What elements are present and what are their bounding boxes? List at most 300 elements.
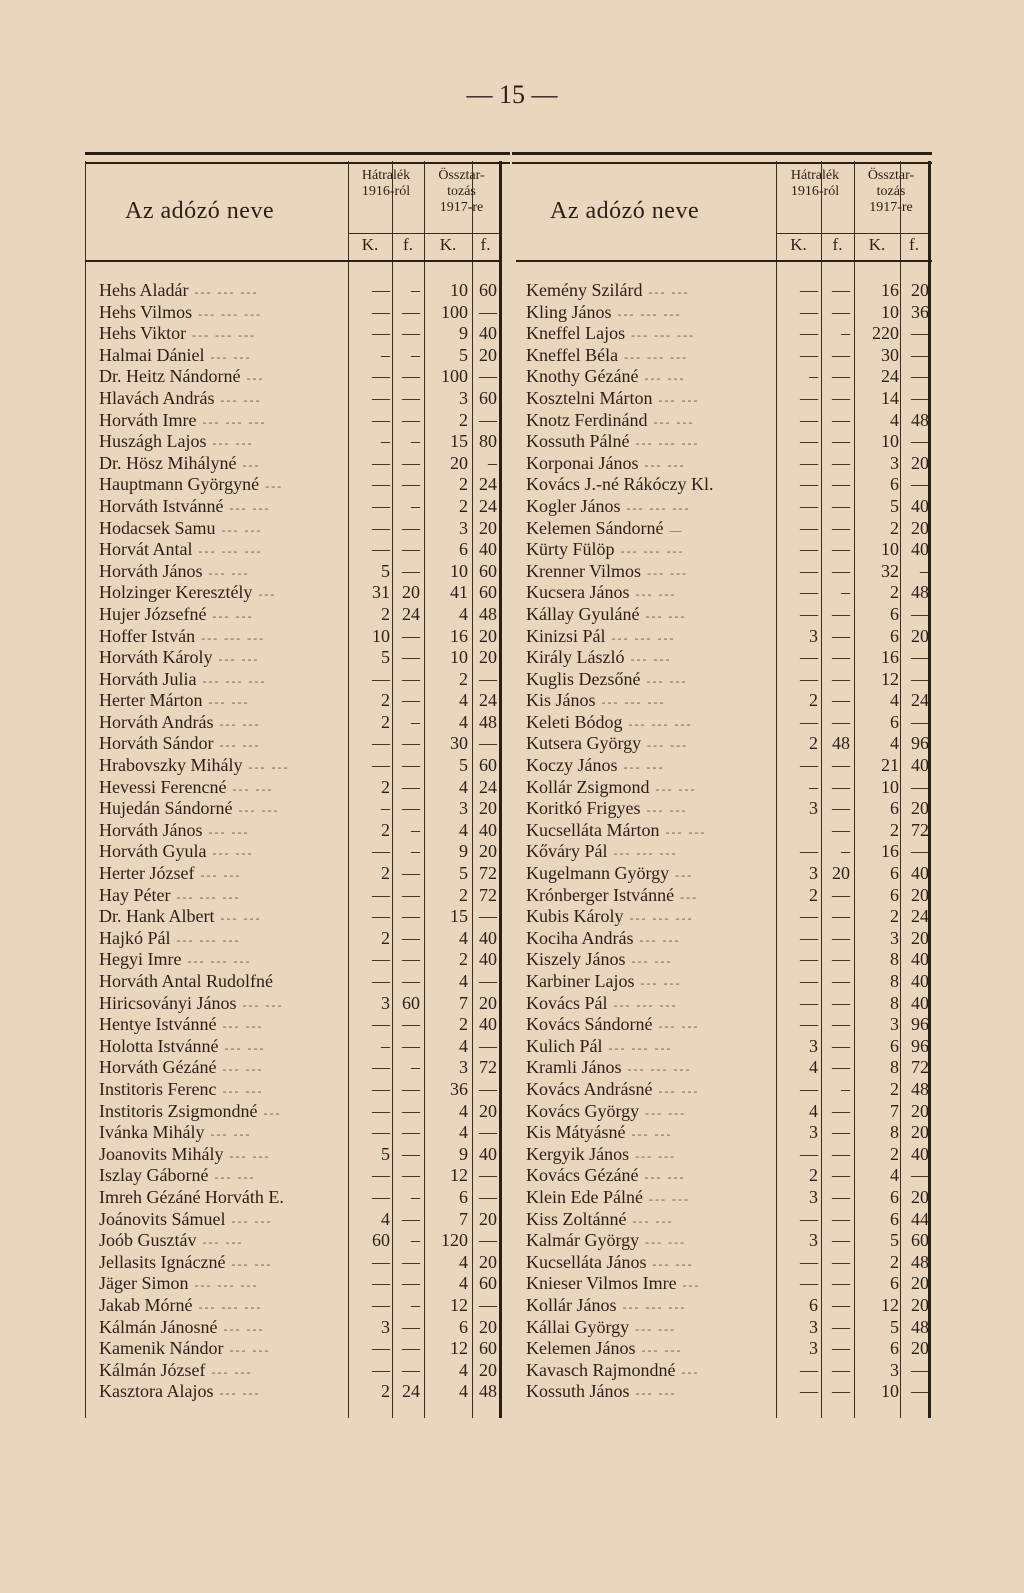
taxpayer-name xyxy=(526,1165,685,1189)
arrears-korona: — xyxy=(800,603,818,624)
total-korona: 4 xyxy=(890,1165,899,1186)
arrears-korona: — xyxy=(800,1359,818,1380)
taxpayer-name xyxy=(99,1122,251,1146)
table-row xyxy=(512,1273,932,1295)
total-filler: — xyxy=(911,668,929,689)
total-filler: — xyxy=(479,1294,497,1315)
arrears-filler: — xyxy=(402,927,420,948)
leader-dots: --- --- --- xyxy=(176,932,241,947)
arrears-filler: 20 xyxy=(402,582,420,603)
leader-dots: --- --- xyxy=(231,1213,273,1228)
leader-dots: --- --- xyxy=(632,1213,674,1228)
total-korona: 6 xyxy=(890,711,899,732)
arrears-korona: — xyxy=(372,906,390,927)
table-row xyxy=(512,431,932,453)
arrears-filler: — xyxy=(402,971,420,991)
leader-dots: --- --- xyxy=(645,1235,687,1250)
taxpayer-name-text: Joánovits Sámuel xyxy=(99,1208,226,1229)
total-column-header xyxy=(854,168,928,216)
taxpayer-name-text: Kramli János xyxy=(526,1057,622,1078)
total-korona: 16 xyxy=(881,841,899,862)
total-korona: 6 xyxy=(890,1035,899,1056)
taxpayer-name xyxy=(99,949,251,973)
total-filler: 20 xyxy=(479,647,497,668)
total-korona: 6 xyxy=(890,1338,899,1359)
total-filler: 60 xyxy=(479,560,497,581)
table-row xyxy=(85,626,510,648)
total-korona: 2 xyxy=(890,906,899,927)
total-filler: – xyxy=(920,560,929,581)
leader-dots: --- --- xyxy=(210,349,252,364)
total-korona: 7 xyxy=(459,992,468,1013)
total-filler: 48 xyxy=(479,711,497,732)
arrears-korona: — xyxy=(800,1078,818,1099)
taxpayer-name-text: Institoris Ferenc xyxy=(99,1078,217,1099)
leader-dots: --- --- xyxy=(653,414,695,429)
total-korona: 2 xyxy=(459,884,468,905)
taxpayer-name xyxy=(99,1360,252,1384)
arrears-filler: — xyxy=(402,301,420,322)
total-korona: 6 xyxy=(459,1186,468,1207)
taxpayer-name-text: Kucsera János xyxy=(526,582,630,603)
arrears-korona: — xyxy=(372,1273,390,1294)
leader-dots: --- --- xyxy=(232,781,274,796)
leader-dots: --- --- xyxy=(631,1127,673,1142)
table-row xyxy=(512,1295,932,1317)
taxpayer-name-text: Horváth Imre xyxy=(99,409,197,430)
arrears-filler: — xyxy=(832,603,850,624)
taxpayer-name-text: Knotz Ferdinánd xyxy=(526,409,648,430)
arrears-column-header xyxy=(776,168,854,200)
leader-dots: --- --- xyxy=(658,1083,700,1098)
arrears-korona: — xyxy=(372,1057,390,1078)
arrears-filler: — xyxy=(832,798,850,819)
taxpayer-name xyxy=(99,1144,270,1168)
total-korona: 10 xyxy=(450,280,468,300)
arrears-filler: — xyxy=(832,884,850,905)
leader-dots: --- --- xyxy=(208,565,250,580)
taxpayer-name xyxy=(526,1295,686,1319)
taxpayer-name-text: Kálmán József xyxy=(99,1359,206,1380)
taxpayer-name xyxy=(526,647,671,671)
table-row xyxy=(512,539,932,561)
taxpayer-name-text: Kemény Szilárd xyxy=(526,280,643,300)
taxpayer-name-text: Kiszely János xyxy=(526,949,626,970)
taxpayer-name-text: Kovács Gézáné xyxy=(526,1165,639,1186)
leader-dots: --- --- xyxy=(208,695,250,710)
arrears-korona: — xyxy=(800,517,818,538)
taxpayer-name xyxy=(526,388,699,412)
total-filler: 20 xyxy=(479,344,497,365)
taxpayer-name xyxy=(99,712,260,736)
taxpayer-name-text: Iszlay Gáborné xyxy=(99,1165,209,1186)
arrears-filler: — xyxy=(832,431,850,452)
table-row xyxy=(512,971,932,993)
taxpayer-name-text: Kiss Zoltánné xyxy=(526,1208,627,1229)
total-korona: 3 xyxy=(890,1014,899,1035)
table-row xyxy=(512,1165,932,1187)
total-korona: 12 xyxy=(450,1294,468,1315)
total-korona: 4 xyxy=(459,819,468,840)
arrears-korona: — xyxy=(372,474,390,495)
arrears-filler: — xyxy=(402,625,420,646)
taxpayer-name xyxy=(526,1122,672,1146)
total-filler: 48 xyxy=(479,1381,497,1402)
leader-dots: --- --- xyxy=(641,1343,683,1358)
arrears-korona: 2 xyxy=(381,863,390,884)
arrears-korona: — xyxy=(800,1381,818,1402)
total-filler: 24 xyxy=(911,906,929,927)
leader-dots: --- --- xyxy=(623,760,665,775)
total-filler: – xyxy=(488,452,497,473)
total-korona: 3 xyxy=(459,517,468,538)
total-filler: 60 xyxy=(479,1273,497,1294)
arrears-filler: — xyxy=(402,539,420,560)
arrears-header-line: Hátralék xyxy=(361,168,411,183)
table-row xyxy=(85,1381,510,1403)
right-rows xyxy=(512,280,932,1403)
taxpayer-name xyxy=(526,820,706,844)
total-korona: 3 xyxy=(459,798,468,819)
taxpayer-name-text: Dr. Heitz Nándorné xyxy=(99,366,241,387)
table-row xyxy=(512,496,932,518)
arrears-filler: — xyxy=(402,1078,420,1099)
total-korona: 10 xyxy=(450,560,468,581)
arrears-filler: — xyxy=(832,1100,850,1121)
taxpayer-name xyxy=(99,1014,263,1038)
leader-dots: --- --- --- xyxy=(622,1299,687,1314)
table-row xyxy=(85,647,510,669)
taxpayer-name xyxy=(526,1209,673,1233)
taxpayer-name-text: Knieser Vilmos Imre xyxy=(526,1273,677,1294)
arrears-korona: — xyxy=(372,1359,390,1380)
arrears-korona: — xyxy=(800,280,818,300)
taxpayer-name-text: Horváth András xyxy=(99,711,214,732)
table-row xyxy=(85,755,510,777)
arrears-korona: 5 xyxy=(381,560,390,581)
arrears-korona: 3 xyxy=(381,992,390,1013)
total-filler: 20 xyxy=(479,841,497,862)
total-korona: 16 xyxy=(450,625,468,646)
taxpayer-name-text: Kinizsi Pál xyxy=(526,625,606,646)
arrears-korona: 10 xyxy=(372,625,390,646)
total-filler: — xyxy=(479,366,497,387)
arrears-filler: — xyxy=(402,1273,420,1294)
leader-dots: --- --- xyxy=(635,1386,677,1401)
total-korona: 6 xyxy=(890,1208,899,1229)
leader-dots: --- --- xyxy=(219,1386,261,1401)
taxpayer-name xyxy=(526,928,680,952)
table-row xyxy=(85,1101,510,1123)
leader-dots: --- --- xyxy=(202,1235,244,1250)
leader-dots: --- --- xyxy=(242,997,284,1012)
arrears-korona: — xyxy=(372,949,390,970)
taxpayer-name-text: Krenner Vilmos xyxy=(526,560,642,581)
total-filler: 60 xyxy=(479,1338,497,1359)
taxpayer-name xyxy=(99,928,240,952)
leader-dots: --- --- --- xyxy=(194,285,259,299)
total-filler: 60 xyxy=(479,582,497,603)
taxpayer-name-text: Joób Gusztáv xyxy=(99,1230,197,1251)
taxpayer-name-text: Horvát Antal xyxy=(99,539,193,560)
total-filler: 24 xyxy=(479,474,497,495)
arrears-korona: — xyxy=(372,323,390,344)
table-row xyxy=(512,863,932,885)
taxpayer-name-text: Kalmár György xyxy=(526,1230,640,1251)
total-korona: 2 xyxy=(459,1014,468,1035)
total-filler: 20 xyxy=(479,625,497,646)
total-filler: 20 xyxy=(479,1208,497,1229)
arrears-filler: 60 xyxy=(402,992,420,1013)
arrears-filler: — xyxy=(832,927,850,948)
arrears-korona: — xyxy=(800,1014,818,1035)
taxpayer-name-text: Kossuth János xyxy=(526,1381,630,1402)
total-filler: — xyxy=(479,1230,497,1251)
total-korona: 4 xyxy=(459,711,468,732)
taxpayer-name xyxy=(526,971,681,995)
taxpayer-name-text: Kovács Sándorné xyxy=(526,1014,653,1035)
taxpayer-name xyxy=(526,561,688,585)
arrears-korona: — xyxy=(372,1014,390,1035)
arrears-korona: — xyxy=(372,409,390,430)
taxpayer-name-text: Joanovits Mihály xyxy=(99,1143,224,1164)
taxpayer-name xyxy=(99,971,279,995)
leader-dots: --- --- --- xyxy=(187,954,252,969)
taxpayer-name xyxy=(526,496,690,520)
total-filler: — xyxy=(911,1165,929,1186)
total-korona: 36 xyxy=(450,1078,468,1099)
arrears-korona: — xyxy=(800,647,818,668)
total-korona: 6 xyxy=(890,1273,899,1294)
arrears-filler: – xyxy=(411,1186,420,1207)
leader-dots: --- --- xyxy=(647,738,689,753)
total-korona: 10 xyxy=(881,1381,899,1402)
arrears-filler: – xyxy=(411,711,420,732)
taxpayer-name xyxy=(526,1381,677,1405)
leader-dots: --- --- xyxy=(648,1191,690,1206)
arrears-korona: 2 xyxy=(809,733,818,754)
total-filler: 20 xyxy=(911,280,929,300)
taxpayer-name-text: Kuglis Dezsőné xyxy=(526,668,641,689)
leader-dots: --- --- xyxy=(221,522,263,537)
taxpayer-name xyxy=(99,906,261,930)
arrears-korona: — xyxy=(800,495,818,516)
total-filler: 36 xyxy=(911,301,929,322)
table-row xyxy=(85,885,510,907)
table-row xyxy=(512,1057,932,1079)
arrears-filler: — xyxy=(402,863,420,884)
table-row xyxy=(85,777,510,799)
total-korona: 4 xyxy=(890,690,899,711)
leader-dots: --- --- xyxy=(222,1019,264,1034)
taxpayer-name xyxy=(526,345,688,369)
taxpayer-name-text: Dr. Hösz Mihályné xyxy=(99,452,237,473)
taxpayer-name-text: Horváth Antal Rudolfné xyxy=(99,971,273,991)
table-row xyxy=(512,626,932,648)
arrears-filler: — xyxy=(832,344,850,365)
table-row xyxy=(85,1165,510,1187)
arrears-filler: — xyxy=(402,949,420,970)
taxpayer-name xyxy=(99,302,262,326)
arrears-filler: — xyxy=(832,690,850,711)
arrears-korona: — xyxy=(372,1251,390,1272)
total-korona: 12 xyxy=(450,1338,468,1359)
total-korona: 2 xyxy=(890,582,899,603)
taxpayer-name-text: Kling János xyxy=(526,301,612,322)
arrears-korona: — xyxy=(800,452,818,473)
taxpayer-name-text: Kamenik Nándor xyxy=(99,1338,224,1359)
taxpayer-name-text: Kneffel Béla xyxy=(526,344,619,365)
arrears-filler: — xyxy=(832,409,850,430)
total-header-line2: tozás xyxy=(876,184,906,199)
leader-dots: --- --- xyxy=(645,1105,687,1120)
arrears-korona: — xyxy=(372,1165,390,1186)
total-filler: — xyxy=(479,668,497,689)
table-row xyxy=(512,474,932,496)
arrears-korona: 3 xyxy=(809,1316,818,1337)
taxpayer-name-text: Ivánka Mihály xyxy=(99,1122,205,1143)
leader-dots: --- --- --- xyxy=(613,846,678,861)
table-row xyxy=(512,345,932,367)
total-korona: 6 xyxy=(459,1316,468,1337)
total-filler: 44 xyxy=(911,1208,929,1229)
leader-dots: --- --- --- xyxy=(201,630,266,645)
table-row xyxy=(512,366,932,388)
leader-dots: --- --- xyxy=(635,1148,677,1163)
total-korona: 12 xyxy=(881,668,899,689)
table-row xyxy=(85,410,510,432)
taxpayer-name-text: Hrabovszky Mihály xyxy=(99,755,243,776)
taxpayer-name xyxy=(99,863,241,887)
arrears-korona: — xyxy=(372,495,390,516)
leader-dots: --- --- xyxy=(208,824,250,839)
table-row xyxy=(512,1252,932,1274)
taxpayer-name-text: Hujer Józsefné xyxy=(99,603,207,624)
total-filler: 20 xyxy=(479,798,497,819)
leader-dots: --- --- xyxy=(630,652,672,667)
total-korona: 6 xyxy=(890,863,899,884)
taxpayer-name xyxy=(99,885,240,909)
taxpayer-name xyxy=(526,453,685,477)
arrears-korona: — xyxy=(800,560,818,581)
total-filler: 48 xyxy=(911,1078,929,1099)
total-filler: — xyxy=(479,971,497,991)
arrears-filler: — xyxy=(832,1186,850,1207)
total-korona: 3 xyxy=(890,452,899,473)
taxpayer-name-text: Halmai Dániel xyxy=(99,344,205,365)
total-filler: — xyxy=(911,474,929,495)
table-row xyxy=(85,1209,510,1231)
leader-dots: --- xyxy=(242,457,261,472)
arrears-korona: — xyxy=(372,517,390,538)
taxpayer-name-text: Jäger Simon xyxy=(99,1273,189,1294)
total-korona: 6 xyxy=(890,625,899,646)
total-korona: 20 xyxy=(450,452,468,473)
total-filler: 48 xyxy=(911,1316,929,1337)
arrears-korona: 60 xyxy=(372,1230,390,1251)
taxpayer-name-text: Hodacsek Samu xyxy=(99,517,216,538)
total-filler: — xyxy=(911,841,929,862)
total-korona: 4 xyxy=(459,1359,468,1380)
arrears-korona: 2 xyxy=(381,819,390,840)
right-tax-table xyxy=(512,152,932,1418)
arrears-filler: — xyxy=(832,495,850,516)
taxpayer-name-text: Horváth Istvánné xyxy=(99,495,224,516)
taxpayer-name-text: Király László xyxy=(526,647,625,668)
arrears-korona: — xyxy=(800,409,818,430)
arrears-filler: — xyxy=(402,1100,420,1121)
total-korona: 8 xyxy=(890,1057,899,1078)
leader-dots: — xyxy=(669,522,684,537)
leader-dots: --- --- xyxy=(655,781,697,796)
total-korona: 10 xyxy=(881,776,899,797)
arrears-filler: — xyxy=(832,387,850,408)
taxpayer-name-text: Horváth Gyula xyxy=(99,841,207,862)
arrears-filler: – xyxy=(411,1294,420,1315)
arrears-korona: 2 xyxy=(809,1165,818,1186)
total-filler: — xyxy=(911,323,929,344)
leader-dots: --- --- --- xyxy=(601,695,666,710)
total-korona: 6 xyxy=(459,539,468,560)
table-row xyxy=(85,906,510,928)
total-filler: 20 xyxy=(911,1100,929,1121)
leader-dots: --- --- xyxy=(644,1170,686,1185)
total-filler: 24 xyxy=(479,495,497,516)
arrears-filler: — xyxy=(402,1035,420,1056)
taxpayer-name xyxy=(99,777,273,801)
total-korona: 12 xyxy=(450,1165,468,1186)
total-filler: 24 xyxy=(911,690,929,711)
taxpayer-name xyxy=(526,1079,699,1103)
taxpayer-name-text: Kneffel Lajos xyxy=(526,323,626,344)
total-korona: 4 xyxy=(459,971,468,991)
arrears-filler: — xyxy=(402,690,420,711)
taxpayer-name xyxy=(99,561,249,585)
total-filler: 20 xyxy=(479,1100,497,1121)
arrears-korona: — xyxy=(800,539,818,560)
taxpayer-name xyxy=(526,626,675,650)
arrears-filler: – xyxy=(841,323,850,344)
total-filler: 40 xyxy=(479,819,497,840)
arrears-filler: 24 xyxy=(402,1381,420,1402)
taxpayer-name xyxy=(526,1252,693,1276)
arrears-filler: — xyxy=(832,755,850,776)
total-filler: 72 xyxy=(479,863,497,884)
total-filler: 20 xyxy=(911,625,929,646)
taxpayer-name xyxy=(526,906,693,930)
taxpayer-name-text: Institoris Zsigmondné xyxy=(99,1100,258,1121)
total-filler: 40 xyxy=(911,971,929,991)
arrears-filler: — xyxy=(402,798,420,819)
arrears-filler: — xyxy=(832,1316,850,1337)
taxpayer-name-text: Karbiner Lajos xyxy=(526,971,635,991)
table-row xyxy=(85,1187,510,1209)
leader-dots: --- --- xyxy=(224,1040,266,1055)
total-korona: 4 xyxy=(459,1251,468,1272)
taxpayer-name xyxy=(99,1273,258,1297)
arrears-filler: – xyxy=(841,582,850,603)
taxpayer-name xyxy=(526,798,687,822)
table-row xyxy=(512,733,932,755)
leader-dots: --- --- xyxy=(645,608,687,623)
table-row xyxy=(85,1295,510,1317)
taxpayer-name xyxy=(99,1187,290,1211)
arrears-filler: — xyxy=(402,1338,420,1359)
total-korona: 8 xyxy=(890,1122,899,1143)
leader-dots: --- --- --- xyxy=(628,716,693,731)
arrears-filler: — xyxy=(402,560,420,581)
leader-dots: --- --- xyxy=(212,846,254,861)
